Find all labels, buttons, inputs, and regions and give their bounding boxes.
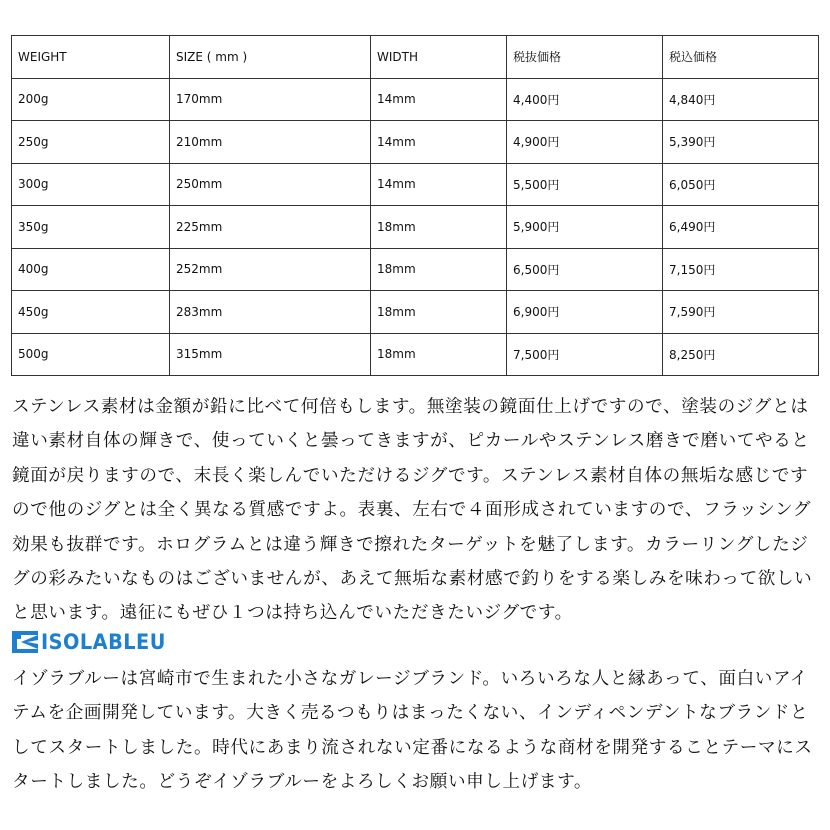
header-size: SIZE ( mm ) xyxy=(170,36,371,79)
header-price-ex-tax: 税抜価格 xyxy=(507,36,663,79)
header-weight: WEIGHT xyxy=(12,36,170,79)
table-row xyxy=(12,163,819,206)
cell-price-ex-tax: 5,500円 xyxy=(507,163,663,206)
cell-price-inc-tax: 5,390円 xyxy=(663,121,819,164)
header-price-inc-tax: 税込価格 xyxy=(663,36,819,79)
cell-price-inc-tax: 4,840円 xyxy=(663,78,819,121)
table-row xyxy=(12,291,819,334)
cell-price-inc-tax: 6,050円 xyxy=(663,163,819,206)
table-row xyxy=(12,333,819,376)
cell-price-inc-tax: 8,250円 xyxy=(663,333,819,376)
cell-price-ex-tax: 4,900円 xyxy=(507,121,663,164)
cell-weight: 450g xyxy=(12,291,170,334)
brand-name: ISOLABLEU xyxy=(41,629,166,654)
cell-size: 210mm xyxy=(170,121,371,164)
cell-size: 283mm xyxy=(170,291,371,334)
cell-weight: 400g xyxy=(12,248,170,291)
cell-weight: 250g xyxy=(12,121,170,164)
cell-width: 18mm xyxy=(371,333,507,376)
cell-size: 170mm xyxy=(170,78,371,121)
product-description: ステンレス素材は金額が鉛に比べて何倍もします。無塗装の鏡面仕上げですので、塗装のジグとは 違い素材自体の輝きで、使っていくと曇ってきますが、ピカールやステンレス磨きで磨いてやると 鏡面が戻りますので、末長く楽しんでいただけるジグです。ステンレス素材自体の無垢な感じです ので他のジグとは全く異なる質感ですよ。表裏、左右で４面形成されていますので、フラッシング 効果も抜群です。ホログラムとは違う輝きで擦れたターゲットを魅了します。カラーリングしたジ グの彩みたいなものはございませんが、あえて無垢な素材感で釣りをする楽しみを味わって欲しい と思います。遠征にもぜひ１つは持ち込んでいただきたいジグです。 xyxy=(12,397,813,624)
cell-weight: 300g xyxy=(12,163,170,206)
cell-width: 18mm xyxy=(371,248,507,291)
table-row xyxy=(12,78,819,121)
isolableu-logo-mark-icon xyxy=(12,631,38,653)
header-width: WIDTH xyxy=(371,36,507,79)
cell-width: 14mm xyxy=(371,163,507,206)
cell-price-ex-tax: 6,500円 xyxy=(507,248,663,291)
brand-logo xyxy=(12,629,177,655)
cell-price-inc-tax: 7,590円 xyxy=(663,291,819,334)
cell-price-inc-tax: 6,490円 xyxy=(663,206,819,249)
cell-price-ex-tax: 4,400円 xyxy=(507,78,663,121)
table-row xyxy=(12,248,819,291)
cell-width: 14mm xyxy=(371,78,507,121)
cell-width: 18mm xyxy=(371,291,507,334)
cell-price-ex-tax: 6,900円 xyxy=(507,291,663,334)
cell-weight: 500g xyxy=(12,333,170,376)
cell-price-ex-tax: 5,900円 xyxy=(507,206,663,249)
brand-about: イゾラブルーは宮崎市で生まれた小さなガレージブランド。いろいろな人と縁あって、面白いアイ テムを企画開発しています。大きく売るつもりはまったくない、インディペンデントなブランドと してスタートしました。時代にあまり流されない定番になるような商材を開発することテーマにス タートしました。どうぞイゾラブルーをよろしくお願い申し上げます。 xyxy=(12,669,813,793)
cell-size: 315mm xyxy=(170,333,371,376)
cell-weight: 350g xyxy=(12,206,170,249)
cell-size: 250mm xyxy=(170,163,371,206)
table-row xyxy=(12,206,819,249)
table-row xyxy=(12,121,819,164)
cell-weight: 200g xyxy=(12,78,170,121)
cell-width: 18mm xyxy=(371,206,507,249)
cell-size: 225mm xyxy=(170,206,371,249)
cell-width: 14mm xyxy=(371,121,507,164)
spec-table xyxy=(11,35,819,376)
cell-price-ex-tax: 7,500円 xyxy=(507,333,663,376)
table-header-row xyxy=(12,36,819,79)
cell-price-inc-tax: 7,150円 xyxy=(663,248,819,291)
cell-size: 252mm xyxy=(170,248,371,291)
